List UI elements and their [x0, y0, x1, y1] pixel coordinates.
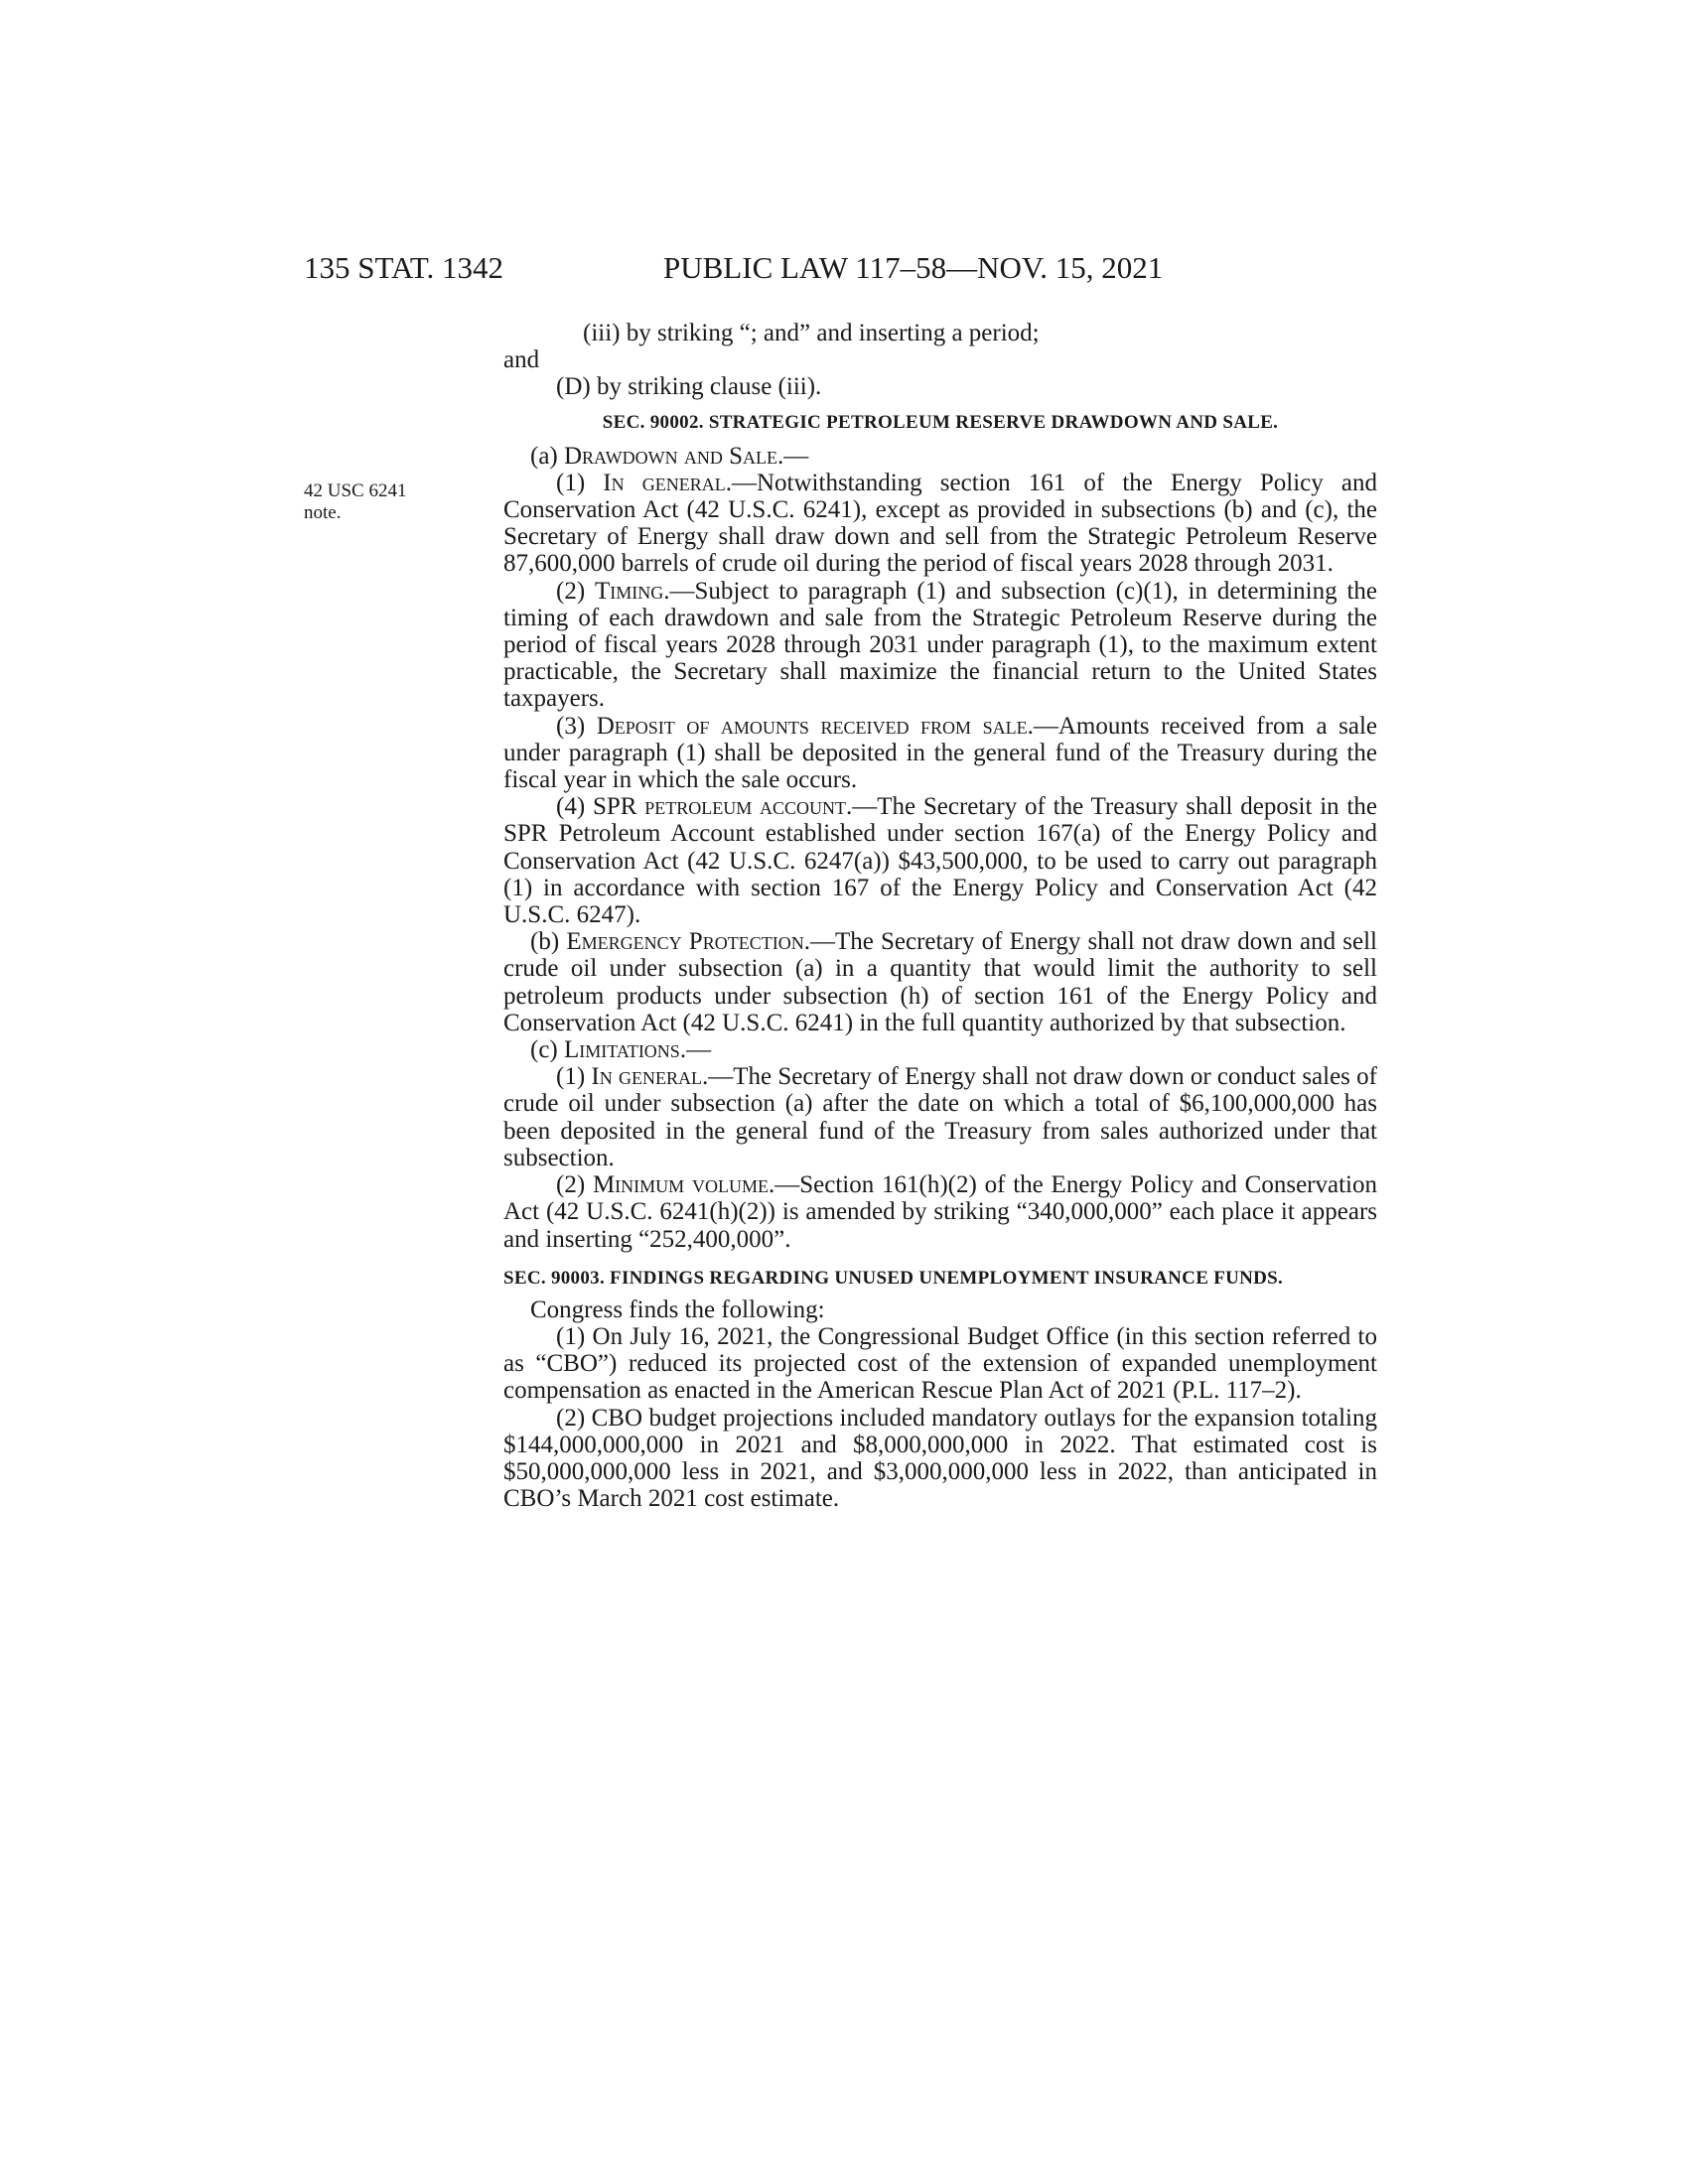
- finding-2: (2) CBO budget projections included mandatory outlays for the expansion totaling $144,000,000,000 in 2021 and $8,000,000,000 in 2022. That estimated cost is $50,000,000,000 less in 2021, and $3,000,000,000 less in 2022, than anticipated in CBO’s March 2021 cost estimate.: [503, 1404, 1377, 1513]
- subsection-b-text: .—The Secretary of Energy shall not draw down and sell crude oil under subsection (a) in a quantity that would limit the authority to sell petroleum products under subsection (h) of section 161 of the Energy Policy and Conservation Act (42 U.S.C. 6241) in the full quantity authorized by that subsection.: [503, 928, 1377, 1036]
- statute-text: [503, 320, 1377, 1512]
- continued-subparagraph-d: (D) by striking clause (iii).: [556, 373, 822, 401]
- paragraph-a3-text: .—Amounts received from a sale under paragraph (1) shall be deposited in the general fund of the Treasury during the fiscal year in which the sale occurs.: [503, 712, 1377, 794]
- paragraph-a4-text: .—The Secretary of the Treasury shall deposit in the SPR Petroleum Account established under section 167(a) of the Energy Policy and Conservation Act (42 U.S.C. 6247(a)) $43,500,000, to be used to carry out paragraph (1) in accordance with section 167 of the Energy Policy and Conservation Act (42 U.S.C. 6247).: [503, 793, 1377, 929]
- stat-page-reference: 135 STAT. 1342: [304, 250, 504, 285]
- paragraph-a3-label: (3): [556, 712, 597, 740]
- paragraph-c1-text: .—The Secretary of Energy shall not draw down or conduct sales of crude oil under subsection (a) after the date on which a total of $6,100,000,000 has been deposited in the general fund of the Treasury from sales authorized under that subsection.: [503, 1063, 1378, 1171]
- subsection-c-dash: .—: [679, 1036, 712, 1064]
- subsection-a-dash: .—: [776, 442, 809, 470]
- paragraph-a3-heading: Deposit of amounts received from sale: [596, 712, 1028, 740]
- paragraph-a4: [503, 793, 1377, 928]
- margin-note-suffix: note.: [304, 502, 342, 523]
- paragraph-a2-label: (2): [556, 577, 595, 605]
- paragraph-c2-text: .—Section 161(h)(2) of the Energy Policy and Conservation Act (42 U.S.C. 6241(h)(2)) is amended by striking “340,000,000” each place it appears and inserting “252,400,000”.: [503, 1171, 1377, 1253]
- subsection-a-heading: Drawdown and Sale: [564, 442, 777, 470]
- congress-finds-intro: Congress finds the following:: [530, 1296, 825, 1323]
- paragraph-a3: [503, 713, 1377, 794]
- paragraph-c2-heading: Minimum volume: [592, 1171, 769, 1199]
- paragraph-a2-text: .—Subject to paragraph (1) and subsection (c)(1), in determining the timing of each drawdown and sale from the Strategic Petroleum Reserve during the period of fiscal years 2028 through 2031 under paragraph (1), to the maximum extent practicable, the Secretary shall maximize the financial return to the United States taxpayers.: [503, 577, 1377, 713]
- paragraph-a1-label: (1): [556, 469, 604, 496]
- paragraph-c1: [503, 1063, 1377, 1171]
- subsection-c: [503, 1036, 1377, 1063]
- subsection-c-label: (c): [530, 1036, 564, 1064]
- paragraph-a2-heading: Timing: [594, 577, 664, 605]
- subsection-b-label: (b): [530, 928, 567, 956]
- subsection-b: [503, 928, 1377, 1036]
- paragraph-a4-label: (4): [556, 793, 593, 821]
- subsection-b-heading: Emergency Protection: [566, 928, 804, 956]
- paragraph-c1-label: (1): [556, 1063, 592, 1091]
- section-heading-90003: SEC. 90003. FINDINGS REGARDING UNUSED UNEMPLOYMENT INSURANCE FUNDS.: [503, 1267, 1284, 1289]
- subsection-c-heading: Limitations: [564, 1036, 680, 1064]
- paragraph-a1-text: .—Notwithstanding section 161 of the Energy Policy and Conservation Act (42 U.S.C. 6241), except as provided in subsections (b) and (c), the Secretary of Energy shall draw down and sell from the Strategic Petroleum Reserve 87,600,000 barrels of crude oil during the period of fiscal years 2028 through 2031.: [503, 469, 1378, 578]
- page-header: [0, 250, 1688, 290]
- margin-note: [304, 480, 406, 524]
- margin-note-citation: 42 USC 6241: [304, 480, 407, 501]
- subsection-a: [503, 443, 1377, 470]
- continued-clause-iii: (iii) by striking “; and” and inserting a period;: [583, 320, 1040, 346]
- paragraph-a4-heading: SPR petroleum account: [592, 793, 846, 821]
- paragraph-a1-heading: In general: [603, 469, 726, 496]
- paragraph-a2: [503, 578, 1377, 713]
- continued-and: and: [503, 346, 540, 374]
- paragraph-a1: [503, 470, 1377, 578]
- paragraph-c2: [503, 1171, 1377, 1253]
- finding-1: (1) On July 16, 2021, the Congressional Budget Office (in this section referred to as “CBO”) reduced its projected cost of the extension of expanded unemployment compensation as enacted in the American Rescue Plan Act of 2021 (P.L. 117–2).: [503, 1322, 1377, 1405]
- section-heading-90002: SEC. 90002. STRATEGIC PETROLEUM RESERVE DRAWDOWN AND SALE.: [602, 411, 1279, 433]
- paragraph-c1-heading: In general: [591, 1063, 702, 1091]
- subsection-a-label: (a): [530, 442, 564, 470]
- paragraph-c2-label: (2): [556, 1171, 593, 1199]
- public-law-title: PUBLIC LAW 117–58—NOV. 15, 2021: [663, 250, 1164, 285]
